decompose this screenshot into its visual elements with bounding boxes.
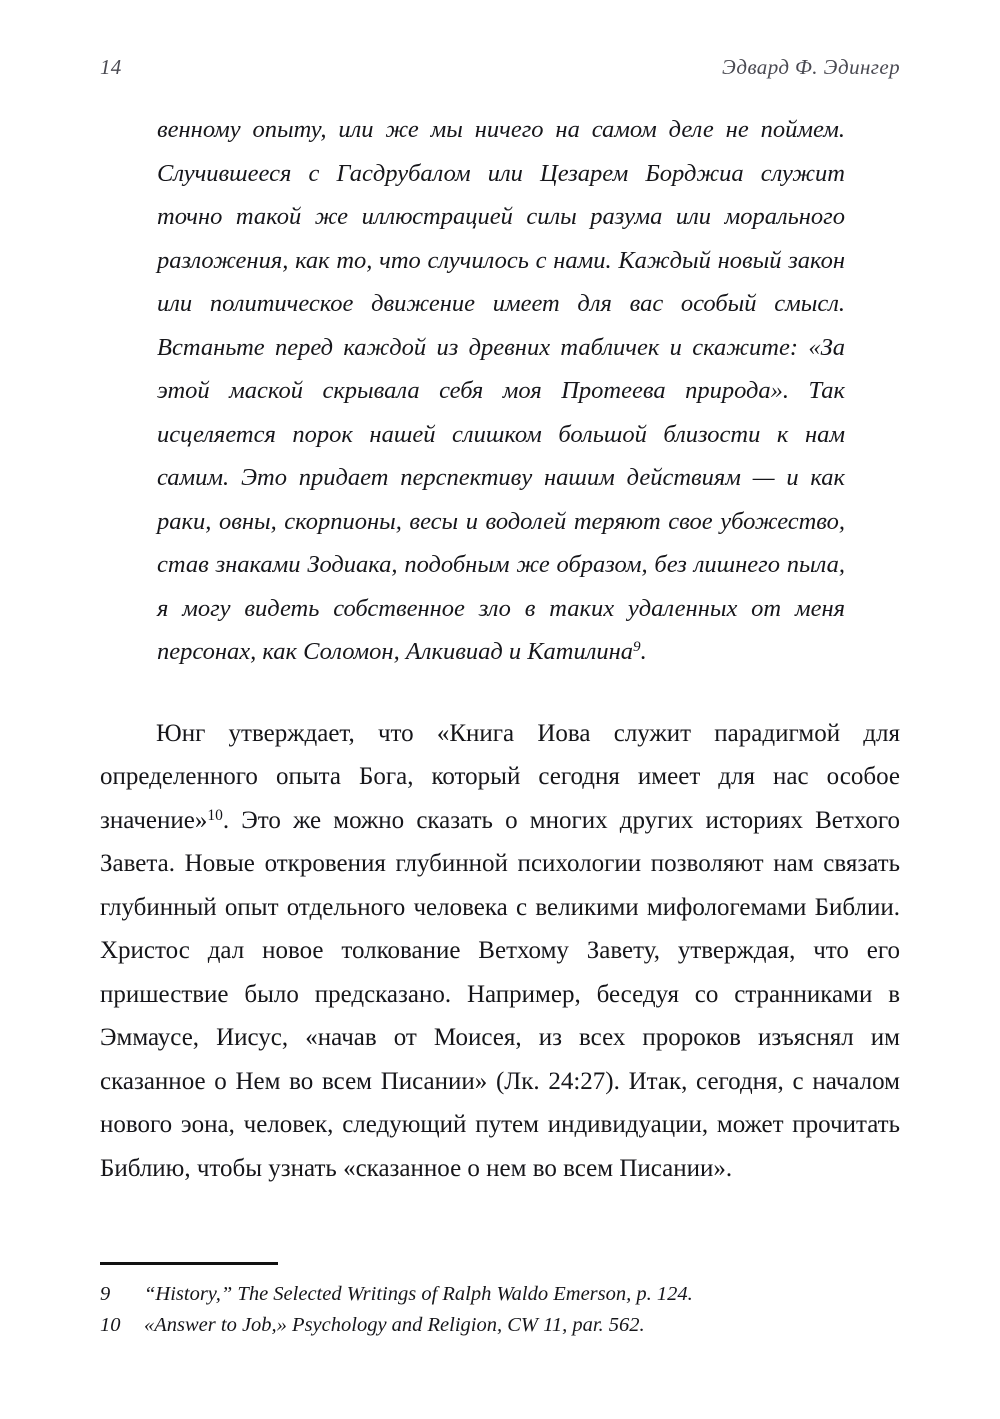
footnote-number: 9 — [100, 1283, 111, 1305]
body-paragraph-text: Юнг утверждает, что «Книга Иова служит парадигмой для определенного опыта Бога, который сегодня имеет для нас особое значение» — [100, 719, 900, 834]
footnote-reference-9[interactable]: 9 — [633, 638, 641, 656]
body-paragraph-text-tail: . Это же можно сказать о многих других историях Ветхого Завета. Новые откровения глубинной психологии позволяют нам связать глубинный опыт отдельного человека с великими мифологемами Библии. Христос дал новое толкование Ветхому Завету, утверждая, что его пришествие было предсказано. Например, беседуя со странниками в Эммаусе, Иисус, «начав от Моисея, из всех пророков изъяснял им сказанное о Нем во всем Писании» (Лк. 24:27). Итак, сегодня, с началом нового эона, человек, следующий путем индивидуации, может прочитать Библию, чтобы узнать «сказанное о нем во всем Писании». — [100, 806, 900, 1182]
footnote-separator-rule — [100, 1262, 278, 1265]
running-head-author: Эдвард Ф. Эдингер — [721, 55, 900, 79]
footnote-area — [100, 1262, 900, 1341]
footnote-item — [100, 1310, 900, 1341]
footnote-item — [100, 1279, 900, 1310]
footnote-reference-10[interactable]: 10 — [207, 806, 223, 824]
block-quotation-text: венному опыту, или же мы ничего на самом деле не поймем. Случившееся с Гасдрубалом или Цезарем Борджиа служит точно такой же иллюстрацией силы разума или морального разложения, как то, что случилось с нами. Каждый новый закон или политическое движение имеет для вас особый смысл. Встаньте перед каждой из древних табличек и скажите: «За этой маской скрывала себя моя Протеева природа». Так исцеляется порок нашей слишком большой близости к нам самим. Это придает перспективу нашим действиям — и как раки, овны, скорпионы, весы и водолей теряют свое убожество, став знаками Зодиака, подобным же образом, без лишнего пыла, я могу видеть собственное зло в таких удаленных от меня персонах, как Соломон, Алкивиад и Катилина — [157, 116, 845, 665]
block-quotation — [157, 108, 845, 674]
running-head — [100, 55, 900, 89]
page-body — [100, 108, 900, 1190]
body-paragraph — [100, 674, 900, 1191]
block-quotation-text-tail: . — [640, 638, 647, 665]
page-number: 14 — [100, 55, 122, 79]
footnote-number: 10 — [100, 1314, 121, 1336]
footnote-text: «Answer to Job,» Psychology and Religion, CW 11, par. 562. — [144, 1314, 645, 1336]
footnote-text: “History,” The Selected Writings of Ralph Waldo Emerson, p. 124. — [144, 1283, 693, 1305]
